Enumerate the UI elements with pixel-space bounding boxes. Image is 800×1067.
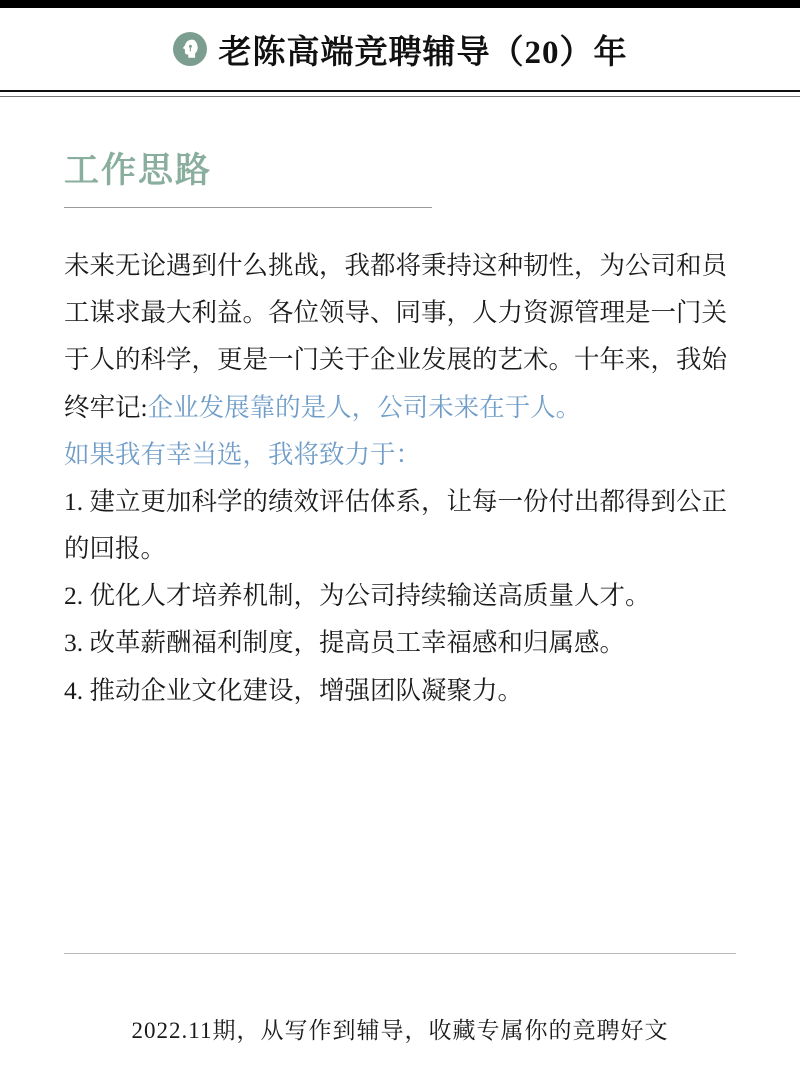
- header-divider-thick: [0, 90, 800, 92]
- document-body: [0, 143, 800, 714]
- section-title-underline: [64, 207, 432, 208]
- list-item: 1. 建立更加科学的绩效评估体系，让每一份付出都得到公正的回报。: [64, 486, 728, 564]
- top-black-bar: [0, 0, 800, 8]
- list-item: 3. 改革薪酬福利制度，提高员工幸福感和归属感。: [64, 628, 626, 658]
- footer-text: 2022.11期，从写作到辅导，收藏专属你的竞聘好文: [131, 1018, 669, 1043]
- document-footer: [0, 953, 800, 1067]
- paragraph-1: [64, 242, 736, 431]
- section-title: 工作思路: [64, 151, 213, 190]
- list-item: 4. 推动企业文化建设，增强团队凝聚力。: [64, 675, 524, 705]
- lead-in-line: 如果我有幸当选，我将致力于：: [64, 439, 422, 469]
- paragraph-1-text: 未来无论遇到什么挑战，我都将秉持这种韧性，为公司和员工谋求最大利益。各位领导、同事，人力资源管理是一门关于人的科学，更是一门关于企业发展的艺术。十年来，我始终牢记:: [64, 251, 728, 422]
- head-profile-icon: [173, 32, 207, 66]
- paragraph-1-accent-text: 企业发展靠的是人，公司未来在于人。: [147, 392, 582, 422]
- content-area: [64, 242, 736, 714]
- document-header: [0, 8, 800, 90]
- page-title: 老陈高端竞聘辅导（20）年: [218, 34, 628, 71]
- list-item: 2. 优化人才培养机制，为公司持续输送高质量人才。: [64, 581, 651, 611]
- header-divider-thin: [0, 96, 800, 97]
